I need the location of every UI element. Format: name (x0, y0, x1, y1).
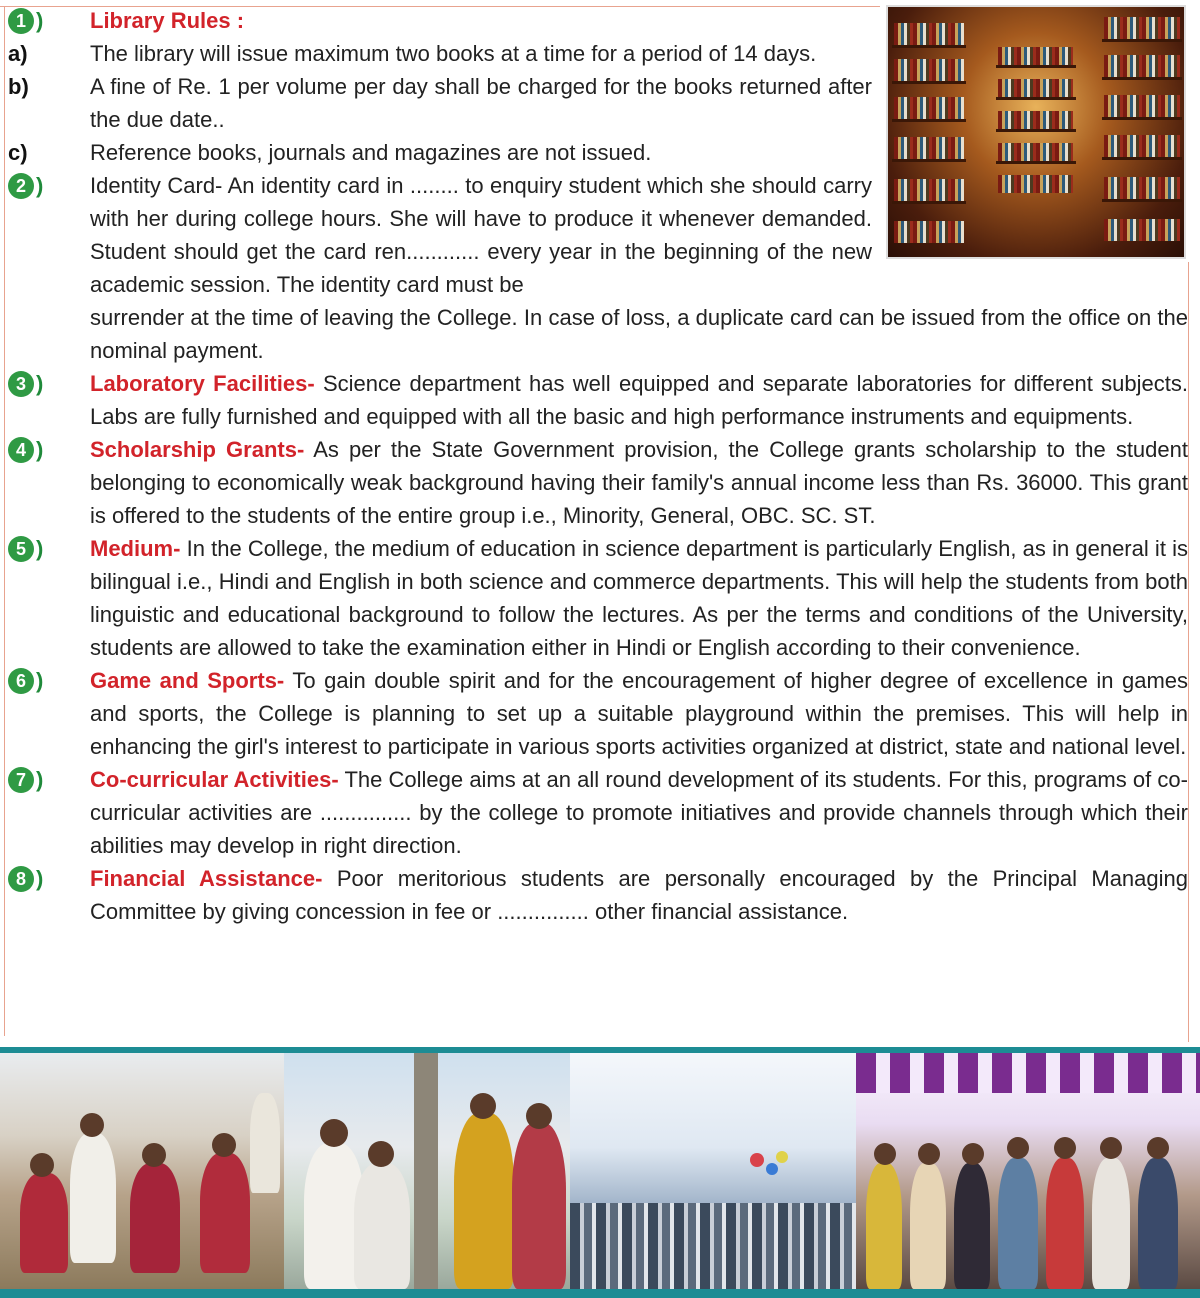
item-heading: Financial Assistance- (90, 866, 323, 891)
item-marker: 1 ) (8, 4, 88, 37)
item-heading: Scholarship Grants- (90, 437, 305, 462)
item-marker: 2 ) (8, 169, 88, 202)
subitem-c (8, 136, 872, 169)
item-8 (8, 862, 1188, 928)
photo-event-ceremony (570, 1053, 856, 1289)
item-text: As per the State Government provision, the College grants scholarship to the student belonging to economically weak background having their family's annual income less than Rs. 36000. This grant is offered to the students of the entire group i.e., Minority, General, OBC. SC. ST. (90, 437, 1188, 528)
item-6 (8, 664, 1188, 763)
item-heading: Game and Sports- (90, 668, 285, 693)
item-text: To gain double spirit and for the encouragement of higher degree of excellence in games and sports, the College is planning to set up a suitable playground within the premises. This will help in enhancing the girl's interest to participate in various sports activities organized at district, state and national level. (90, 668, 1189, 759)
item-marker: 8 ) (8, 862, 88, 895)
photo-students-outdoor (284, 1053, 570, 1289)
item-marker: 7 ) (8, 763, 88, 796)
item-heading: Laboratory Facilities- (90, 371, 315, 396)
item-text: Science department has well equipped and separate laboratories for different subjects. Labs are fully furnished and equipped with all the basic and high performance instruments and equipments. (90, 371, 1188, 429)
item-text: In the College, the medium of education in science department is particularly English, as in general it is bilingual i.e., Hindi and English in both science and commerce departments. This will help the students from both linguistic and educational background to follow the lectures. As per the terms and conditions of the University, students are allowed to take the examination either in Hindi or English according to their convenience. (90, 536, 1188, 660)
item-text: The College aims at an all round development of its students. For this, programs of co-curricular activities are ............... by the college to promote initiatives and provide channels through which their abilities may develop in right direction. (90, 767, 1188, 858)
subitem-text: Reference books, journals and magazines are not issued. (90, 140, 652, 165)
item-marker: 4 ) (8, 433, 88, 466)
item-marker: 5 ) (8, 532, 88, 565)
item-text: Identity Card- An identity card in ........ to enquiry student which she should carry with her during college hours. She will have to produce it whenever demanded. Student should get the card ren............ every year in the beginning of the new academic session. The identity card must be (90, 173, 872, 297)
frame-line-left (4, 6, 5, 1036)
subitem-letter: a) (8, 41, 28, 66)
rules-list (8, 4, 1188, 928)
item-7 (8, 763, 1188, 862)
photo-group-stage (856, 1053, 1200, 1289)
subitem-letter: b) (8, 74, 29, 99)
subitem-text: A fine of Re. 1 per volume per day shall be charged for the books returned after the due date.. (90, 74, 872, 132)
subitem-a (8, 37, 872, 70)
subitem-text: The library will issue maximum two books at a time for a period of 14 days. (90, 41, 817, 66)
item-2 (8, 169, 872, 301)
item-4 (8, 433, 1188, 532)
item-marker: 6 ) (8, 664, 88, 697)
item-3 (8, 367, 1188, 433)
photo-students-planting (0, 1053, 284, 1289)
item-2-continued (8, 301, 1188, 367)
photo-band-bottom-border (0, 1289, 1200, 1298)
item-heading: Library Rules : (90, 8, 245, 33)
item-text: surrender at the time of leaving the College. In case of loss, a duplicate card can be issued from the office on the nominal payment. (90, 305, 1188, 363)
item-5 (8, 532, 1188, 664)
item-text: Poor meritorious students are personally encouraged by the Principal Managing Committee by giving concession in fee or ............... other financial assistance. (90, 866, 1188, 924)
item-heading: Co-curricular Activities- (90, 767, 339, 792)
item-1 (8, 4, 872, 37)
item-heading: Medium- (90, 536, 181, 561)
frame-line-right (1188, 262, 1189, 1042)
subitem-letter: c) (8, 140, 28, 165)
subitem-b (8, 70, 872, 136)
item-marker: 3 ) (8, 367, 88, 400)
